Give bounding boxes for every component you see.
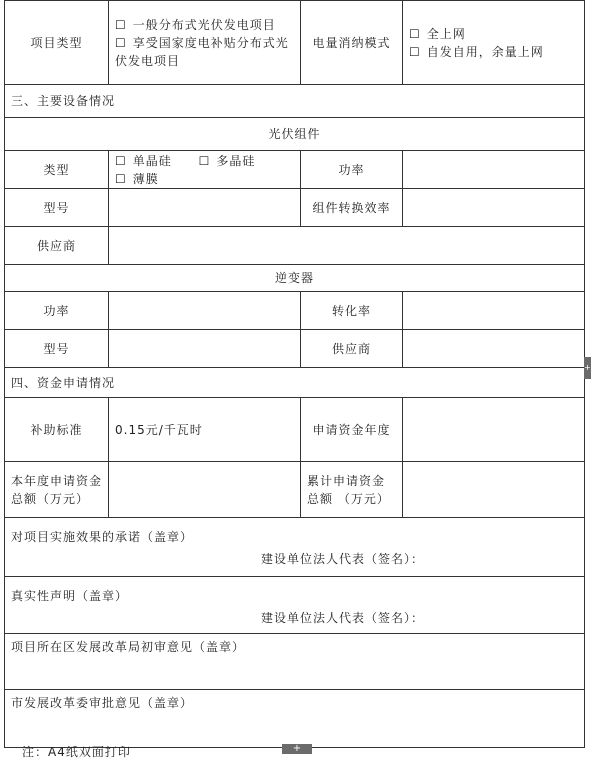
option-mono[interactable]	[115, 154, 172, 168]
pv-power-field[interactable]	[403, 151, 585, 189]
pv-supplier-field[interactable]	[109, 227, 585, 265]
checkbox-icon[interactable]: ☐	[115, 153, 127, 168]
print-note: 注：A4纸双面打印	[22, 745, 131, 759]
option-general-pv[interactable]	[115, 16, 294, 34]
authenticity-signature-label: 建设单位法人代表（签名）：	[261, 611, 425, 625]
cumulative-total-label: 累计申请资金总额 （万元）	[301, 462, 403, 518]
section-4-heading: 四、资金申请情况	[5, 368, 585, 398]
city-opinion-cell[interactable]	[5, 690, 585, 748]
annual-total-label: 本年度申请资金总额（万元）	[5, 462, 109, 518]
pv-supplier-label: 供应商	[5, 227, 109, 265]
option-thin-film-label: 薄膜	[132, 171, 159, 186]
checkbox-icon[interactable]: ☐	[115, 171, 127, 186]
project-type-label: 项目类型	[5, 1, 109, 85]
commitment-signature-label: 建设单位法人代表（签名）：	[261, 552, 425, 566]
inverter-model-field[interactable]	[109, 330, 301, 368]
authenticity-cell[interactable]	[5, 577, 585, 634]
option-subsidized-pv-label: 享受国家度电补贴分布式光伏发电项目	[115, 35, 289, 68]
annual-total-field[interactable]	[109, 462, 301, 518]
pv-efficiency-field[interactable]	[403, 189, 585, 227]
checkbox-icon[interactable]: ☐	[115, 17, 127, 32]
project-type-options	[109, 1, 301, 85]
option-poly-label: 多晶硅	[216, 153, 256, 168]
application-form-table	[4, 0, 585, 748]
consumption-mode-options	[403, 1, 585, 85]
inverter-supplier-field[interactable]	[403, 330, 585, 368]
option-thin-film[interactable]	[115, 170, 294, 188]
inverter-heading: 逆变器	[5, 265, 585, 292]
inverter-power-label: 功率	[5, 292, 109, 330]
option-full-grid[interactable]	[409, 25, 578, 43]
cumulative-total-field[interactable]	[403, 462, 585, 518]
table-add-column-handle[interactable]: +	[584, 357, 591, 379]
option-self-use-label: 自发自用，余量上网	[426, 44, 544, 59]
subsidy-standard-label: 补助标准	[5, 398, 109, 462]
pv-power-label: 功率	[301, 151, 403, 189]
option-full-grid-label: 全上网	[426, 26, 466, 41]
pv-type-options	[109, 151, 301, 189]
consumption-mode-label: 电量消纳模式	[301, 1, 403, 85]
inverter-power-field[interactable]	[109, 292, 301, 330]
pv-efficiency-label: 组件转换效率	[301, 189, 403, 227]
checkbox-icon[interactable]: ☐	[198, 153, 211, 168]
pv-model-field[interactable]	[109, 189, 301, 227]
city-opinion-label: 市发展改革委审批意见（盖章）	[11, 696, 194, 710]
table-add-row-handle[interactable]: +	[282, 744, 312, 754]
commitment-label: 对项目实施效果的承诺（盖章）	[11, 530, 194, 544]
inverter-conversion-field[interactable]	[403, 292, 585, 330]
commitment-cell[interactable]	[5, 518, 585, 577]
option-poly[interactable]	[199, 154, 256, 168]
checkbox-icon[interactable]: ☐	[409, 44, 421, 59]
option-general-pv-label: 一般分布式光伏发电项目	[132, 17, 276, 32]
section-3-heading: 三、主要设备情况	[5, 85, 585, 118]
authenticity-label: 真实性声明（盖章）	[11, 589, 129, 603]
application-year-field[interactable]	[403, 398, 585, 462]
inverter-model-label: 型号	[5, 330, 109, 368]
pv-type-label: 类型	[5, 151, 109, 189]
option-self-use[interactable]	[409, 43, 578, 61]
inverter-supplier-label: 供应商	[301, 330, 403, 368]
district-opinion-label: 项目所在区发展改革局初审意见（盖章）	[11, 640, 246, 654]
option-mono-label: 单晶硅	[132, 153, 172, 168]
checkbox-icon[interactable]: ☐	[115, 35, 127, 50]
pv-module-heading: 光伏组件	[5, 118, 585, 151]
project-type-row	[5, 1, 585, 85]
inverter-conversion-label: 转化率	[301, 292, 403, 330]
subsidy-standard-value: 0.15元/千瓦时	[109, 398, 301, 462]
district-opinion-cell[interactable]	[5, 634, 585, 690]
checkbox-icon[interactable]: ☐	[409, 26, 421, 41]
option-subsidized-pv[interactable]	[115, 34, 294, 70]
application-year-label: 申请资金年度	[301, 398, 403, 462]
pv-model-label: 型号	[5, 189, 109, 227]
